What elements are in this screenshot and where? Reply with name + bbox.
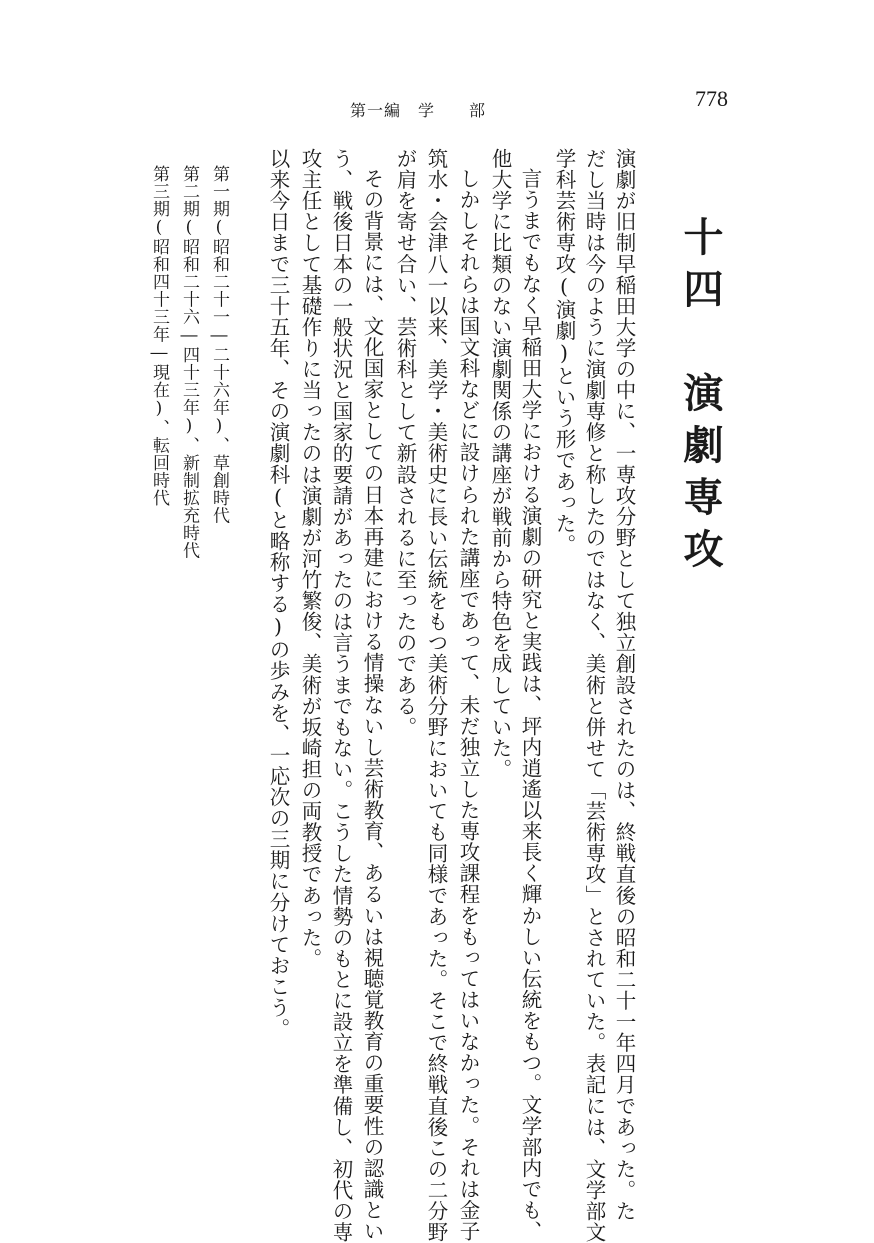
body-line-10: う、戦後日本の一般状況と国家的要請があったのは言うまでもない。こうした情勢のもとに設立を準備し、初代の専 <box>329 148 353 1243</box>
section-title: 十四 演劇専攻 <box>677 216 724 580</box>
body-line-11: 攻主任として基礎作りに当ったのは演劇が河竹繁俊、美術が坂崎担の両教授であった。 <box>298 148 322 969</box>
body-line-4: 言うまでもなく早稲田大学における演劇の研究と実践は、坪内逍遙以来長く輝かしい伝統をもつ。文学部内でも、 <box>518 168 542 1242</box>
body-line-5: 他大学に比類のない演劇関係の講座が戦前から特色を成していた。 <box>488 148 512 780</box>
period-item-2: 第二期(昭和二十六―四十三年)、新制拡充時代 <box>179 165 199 559</box>
body-line-6: しかしそれらは国文科などに設けられた講座であって、未だ独立した専攻課程をもってはいなかった。それは金子 <box>456 168 480 1242</box>
body-line-3: 学科芸術専攻(演劇)という形であった。 <box>552 148 576 555</box>
period-item-3: 第三期(昭和四十三年―現在)、転回時代 <box>149 165 169 507</box>
body-line-8: が肩を寄せ合い、芸術科として新設されるに至ったのである。 <box>393 148 417 738</box>
period-item-1: 第一期(昭和二十一―二十六年)、草創時代 <box>209 165 229 524</box>
running-header: 第一編 学 部 <box>350 101 487 120</box>
body-line-12: 以来今日まで三十五年、その演劇科(と略称する)の歩みを、一応次の三期に分けておこう。 <box>266 148 290 1040</box>
body-line-2: だし当時は今のように演劇専修と称したのではなく、美術と併せて「芸術専攻」とされていた。表記には、文学部文 <box>582 148 606 1243</box>
body-line-9: その背景には、文化国家としての日本再建における情操ないし芸術教育、あるいは視聴覚教育の重要性の認識とい <box>360 168 384 1242</box>
body-line-7: 筑水・会津八一以来、美学・美術史に長い伝統をもつ美術分野においても同様であった。そこで終戦直後この二分野 <box>424 148 448 1243</box>
page-number: 778 <box>695 86 728 111</box>
body-line-1: 演劇が旧制早稲田大学の中に、一専攻分野として独立創設されたのは、終戦直後の昭和二十一年四月であった。た <box>612 148 636 1222</box>
